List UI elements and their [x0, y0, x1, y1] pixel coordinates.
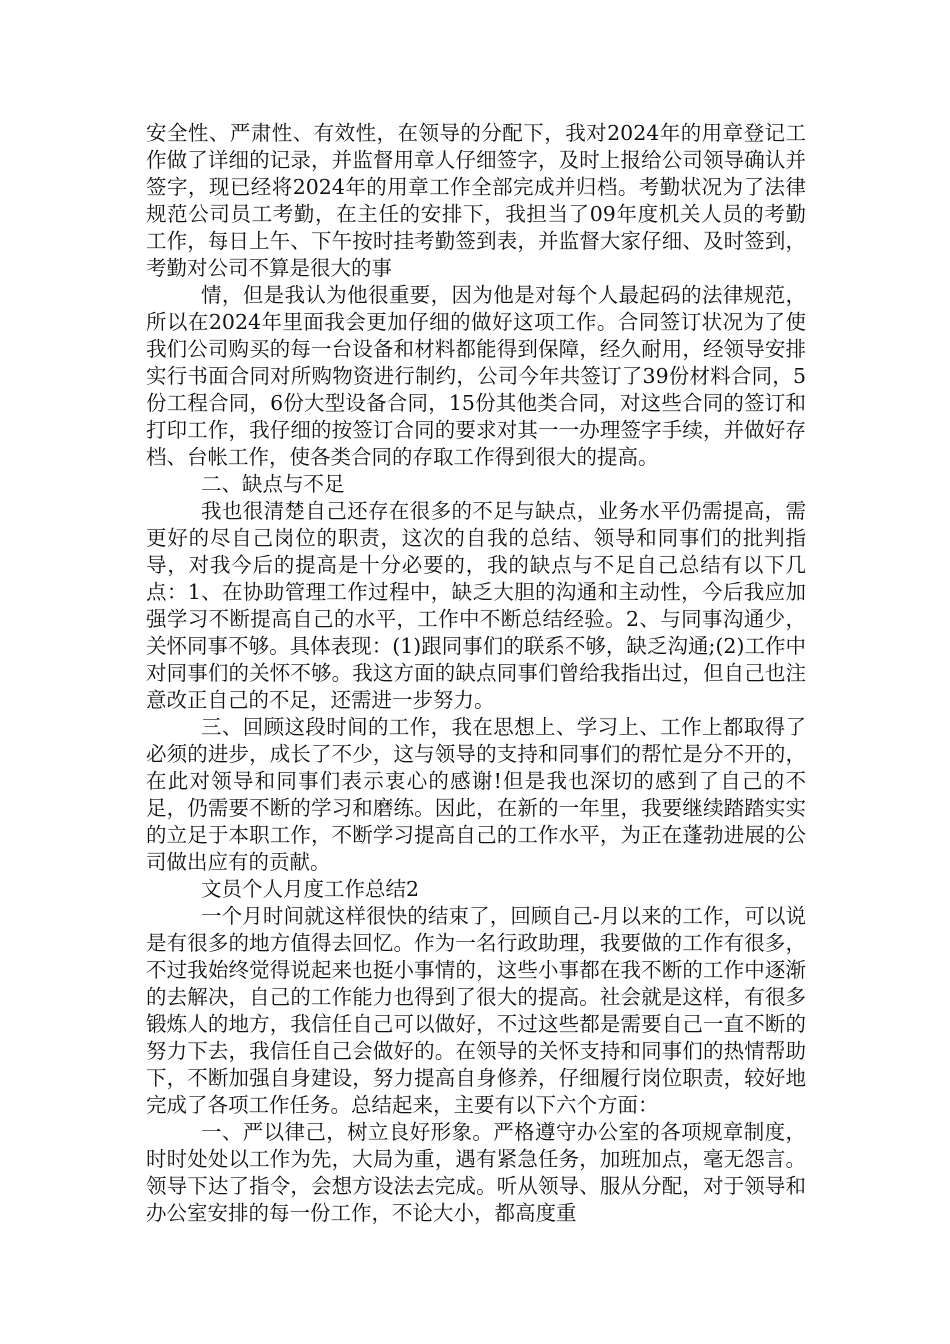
- paragraph-self-discipline: 一、严以律己，树立良好形象。严格遵守办公室的各项规章制度，时时处处以工作为先，大局为重，遇有紧急任务，加班加点，毫无怨言。领导下达了指令，会想方设法去完成。听从领导、服从分配，对于领导和办公室安排的每一份工作，不论大小，都高度重: [146, 1120, 806, 1225]
- heading-shortcomings: 二、缺点与不足: [201, 472, 345, 496]
- paragraph-shortcomings: 我也很清楚自己还存在很多的不足与缺点，业务水平仍需提高，需更好的尽自己岗位的职责，这次的自我的总结、领导和同事们的批判指导，对我今后的提高是十分必要的，我的缺点与不足自己总结有以下几点：1、在协助管理工作过程中，缺乏大胆的沟通和主动性，今后我应加强学习不断提高自己的水平，工作中不断总结经验。2、与同事沟通少，关怀同事不够。具体表现：(1)跟同事们的联系不够，缺乏沟通;(2)工作中对同事们的关怀不够。我这方面的缺点同事们曾给我指出过，但自己也注意改正自己的不足，还需进一步努力。: [146, 499, 806, 712]
- paragraph-seal-attendance: 安全性、严肃性、有效性，在领导的分配下，我对2024年的用章登记工作做了详细的记录，并监督用章人仔细签字，及时上报给公司领导确认并签字，现已经将2024年的用章工作全部完成并归档。考勤状况为了法律规范公司员工考勤，在主任的安排下，我担当了09年度机关人员的考勤工作，每日上午、下午按时挂考勤签到表，并监督大家仔细、及时签到，考勤对公司不算是很大的事: [146, 121, 806, 280]
- paragraph-contracts: 情，但是我认为他很重要，因为他是对每个人最起码的法律规范，所以在2024年里面我会更加仔细的做好这项工作。合同签订状况为了使我们公司购买的每一台设备和材料都能得到保障，经久耐用，经领导安排实行书面合同对所购物资进行制约，公司今年共签订了39份材料合同，5份工程合同，6份大型设备合同，15份其他类合同，对这些合同的签订和打印工作，我仔细的按签订合同的要求对其一一办理签字手续，并做好存档、台帐工作，使各类合同的存取工作得到很大的提高。: [146, 283, 806, 469]
- paragraph-review: 三、回顾这段时间的工作，我在思想上、学习上、工作上都取得了必须的进步，成长了不少，这与领导的支持和同事们的帮忙是分不开的，在此对领导和同事们表示衷心的感谢!但是我也深切的感到了自己的不足，仍需要不断的学习和磨练。因此，在新的一年里，我要继续踏踏实实的立足于本职工作，不断学习提高自己的工作水平，为正在蓬勃进展的公司做出应有的贡献。: [146, 715, 806, 874]
- paragraph-month-review: 一个月时间就这样很快的结束了，回顾自己-月以来的工作，可以说是有很多的地方值得去回忆。作为一名行政助理，我要做的工作有很多，不过我始终觉得说起来也挺小事情的，这些小事都在我不断的工作中逐渐的去解决，自己的工作能力也得到了很大的提高。社会就是这样，有很多锻炼人的地方，我信任自己可以做好，不过这些都是需要自己一直不断的努力下去，我信任自己会做好的。在领导的关怀支持和同事们的热情帮助下，不断加强自身建设，努力提高自身修养，仔细履行岗位职责，较好地完成了各项工作任务。总结起来，主要有以下六个方面：: [146, 904, 806, 1117]
- heading-summary-2: 文员个人月度工作总结2: [201, 877, 420, 901]
- document-page: [146, 120, 806, 1227]
